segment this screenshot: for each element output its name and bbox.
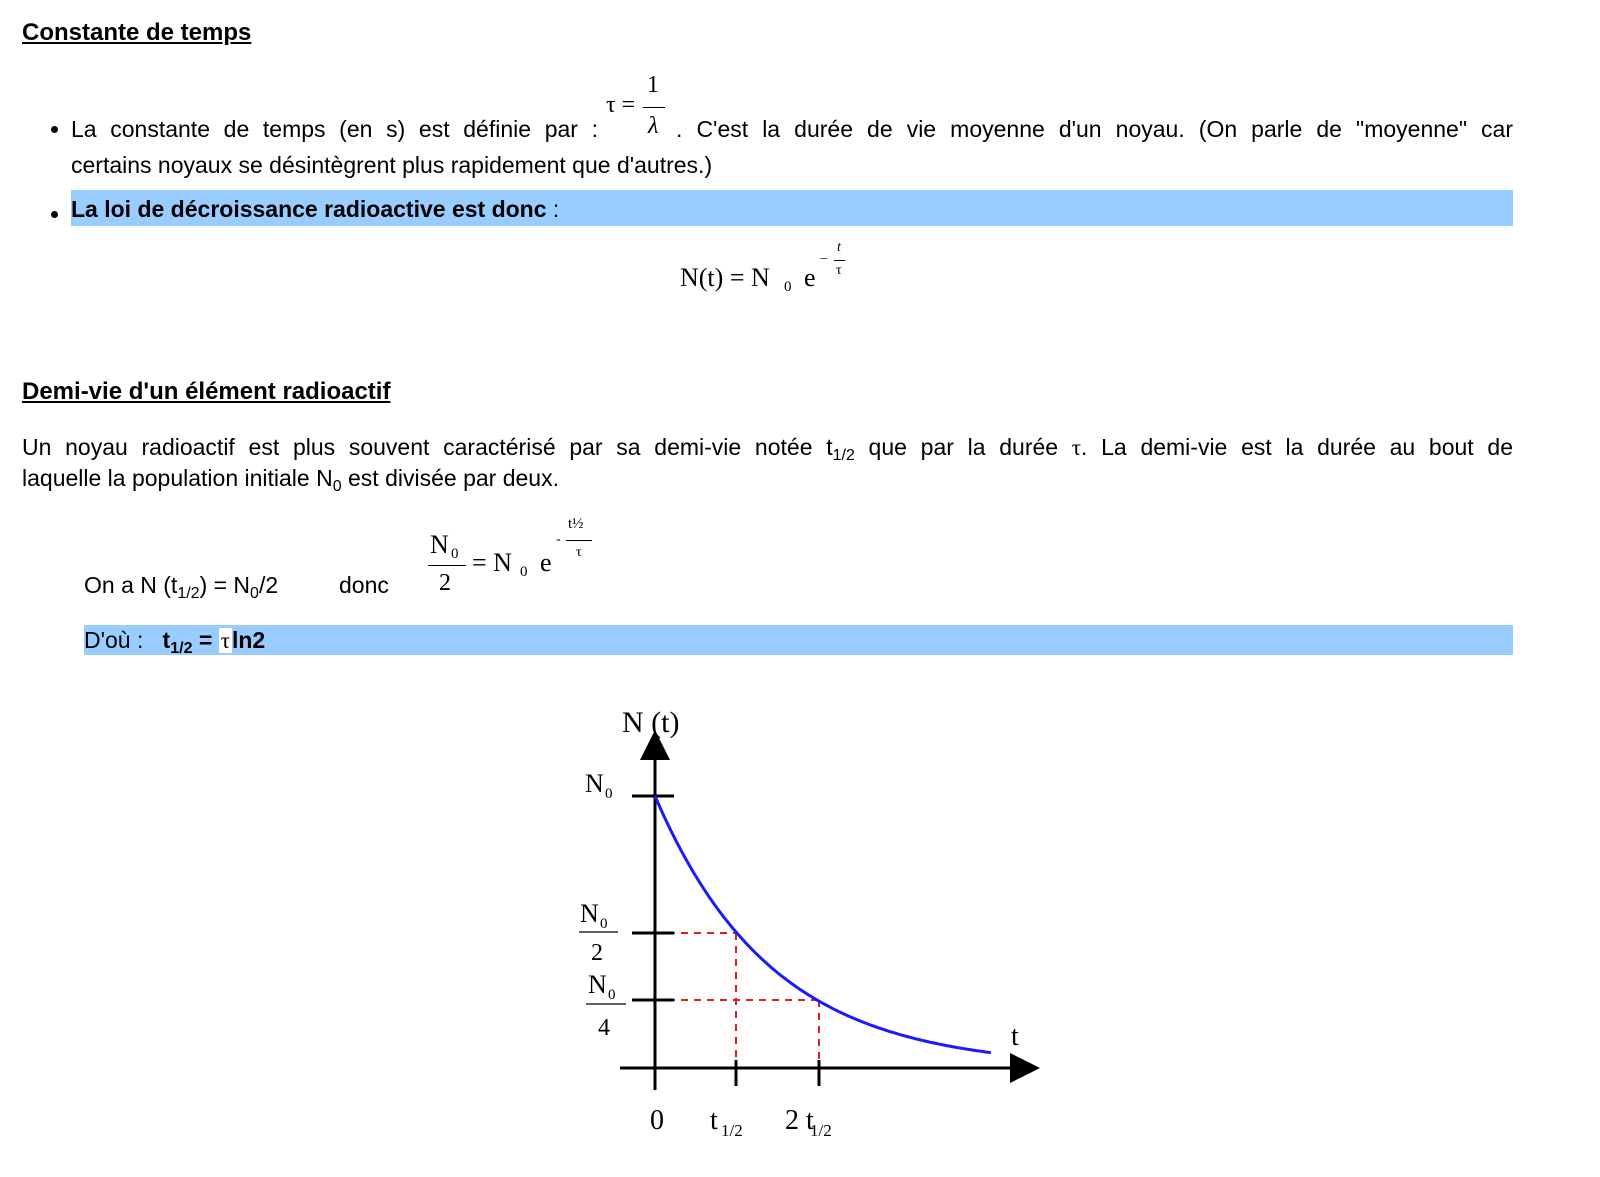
bullet-marker <box>51 211 58 218</box>
eq2-num-sub: 0 <box>451 546 459 562</box>
eq2-exp-den: τ <box>576 545 582 560</box>
eq2-num: N <box>430 530 449 559</box>
cond-text: On a N (t <box>84 572 178 598</box>
label-half-num-sub: 0 <box>600 916 608 932</box>
label-2t-half-sub: 1/2 <box>810 1121 832 1140</box>
paragraph-line-1 <box>22 432 1513 463</box>
cond-sub: 1/2 <box>177 585 200 602</box>
fraction-bar <box>428 565 466 566</box>
law-exp-sign: − <box>820 252 828 267</box>
bullet-marker <box>51 126 58 133</box>
fraction-bar <box>834 260 845 261</box>
law-exp-num: t <box>837 240 841 255</box>
x-axis-title: t <box>1011 1021 1019 1052</box>
dashed-guides <box>655 933 819 1068</box>
label-2t-half: 2 t <box>785 1105 814 1136</box>
law-e: e <box>804 263 816 292</box>
section-heading-time-constant: Constante de temps <box>22 19 252 46</box>
tau-numerator: 1 <box>647 72 659 98</box>
law-lhs: N(t) = N <box>680 263 770 292</box>
axis-ticks <box>632 796 819 1086</box>
half-life-condition <box>84 568 278 602</box>
bullet1-intro: La constante de temps (en s) est définie par : <box>71 116 598 142</box>
bullet1-line2: certains noyaux se désintègrent plus rapidement que d'autres.) <box>71 152 713 178</box>
decay-graph <box>560 690 1060 1160</box>
para-sub: 0 <box>332 478 342 495</box>
tau-symbol: τ <box>220 628 230 653</box>
section-heading-half-life: Demi-vie d'un élément radioactif <box>22 378 391 405</box>
para-text: laquelle la population initiale N <box>22 465 333 491</box>
label-n0: N <box>585 769 604 798</box>
cond-text: ) = N <box>199 572 251 598</box>
fraction-bar <box>643 107 665 108</box>
result-t: t <box>162 627 171 653</box>
decay-curve <box>655 796 991 1053</box>
result-label: D'où : <box>84 627 144 653</box>
result-ln: ln2 <box>231 627 266 653</box>
label-quarter-num-sub: 0 <box>608 987 616 1003</box>
eq2-minus: - <box>556 532 561 547</box>
label-t-half: t <box>710 1105 718 1136</box>
y-axis-title: N (t) <box>622 706 680 739</box>
label-quarter-den: 4 <box>598 1015 610 1041</box>
eq2-exp-num: t½ <box>568 516 584 532</box>
eq2-e: e <box>540 548 552 577</box>
label-t-half-sub: 1/2 <box>721 1121 743 1140</box>
tau-lhs: τ = <box>606 92 636 118</box>
label-n0-sub: 0 <box>605 786 613 802</box>
label-quarter-num: N <box>588 970 607 999</box>
para-text: Un noyau radioactif est plus souvent caractérisé par sa demi-vie notée t <box>22 434 833 460</box>
law-sub0: 0 <box>784 279 792 295</box>
eq2-sub0: 0 <box>520 564 528 580</box>
para-sub: 1/2 <box>832 447 855 464</box>
eq2-den: 2 <box>439 570 451 596</box>
half-life-paragraph <box>22 432 1513 493</box>
cond-text: /2 <box>258 572 279 598</box>
cond-sub: 0 <box>250 585 259 602</box>
bullet1-rest: . C'est la durée de vie moyenne d'un noyau. (On parle de "moyenne" car <box>676 116 1513 142</box>
para-text: . La demi-vie est la durée au bout de <box>1081 434 1513 460</box>
fraction-bar <box>566 540 592 541</box>
label-half-num: N <box>580 899 599 928</box>
label-zero: 0 <box>650 1105 664 1136</box>
paragraph-line-2 <box>22 463 1513 493</box>
donc-label: donc <box>339 572 389 598</box>
result-eq: = <box>192 627 219 653</box>
highlight-half-life-result <box>84 625 1513 655</box>
result-sub: 1/2 <box>170 640 193 657</box>
law-exp-den: τ <box>836 263 842 278</box>
decay-law-statement <box>71 192 559 226</box>
tau-denominator: λ <box>648 113 659 139</box>
para-text: est divisée par deux. <box>341 465 559 491</box>
decay-law-colon: : <box>552 196 560 222</box>
label-half-den: 2 <box>591 940 603 966</box>
half-life-result <box>84 623 265 658</box>
decay-law-bold: La loi de décroissance radioactive est donc <box>71 196 547 222</box>
tau-symbol: τ <box>1071 435 1082 460</box>
eq2-rhs: = N <box>472 548 512 577</box>
para-text: que par la durée <box>854 434 1072 460</box>
